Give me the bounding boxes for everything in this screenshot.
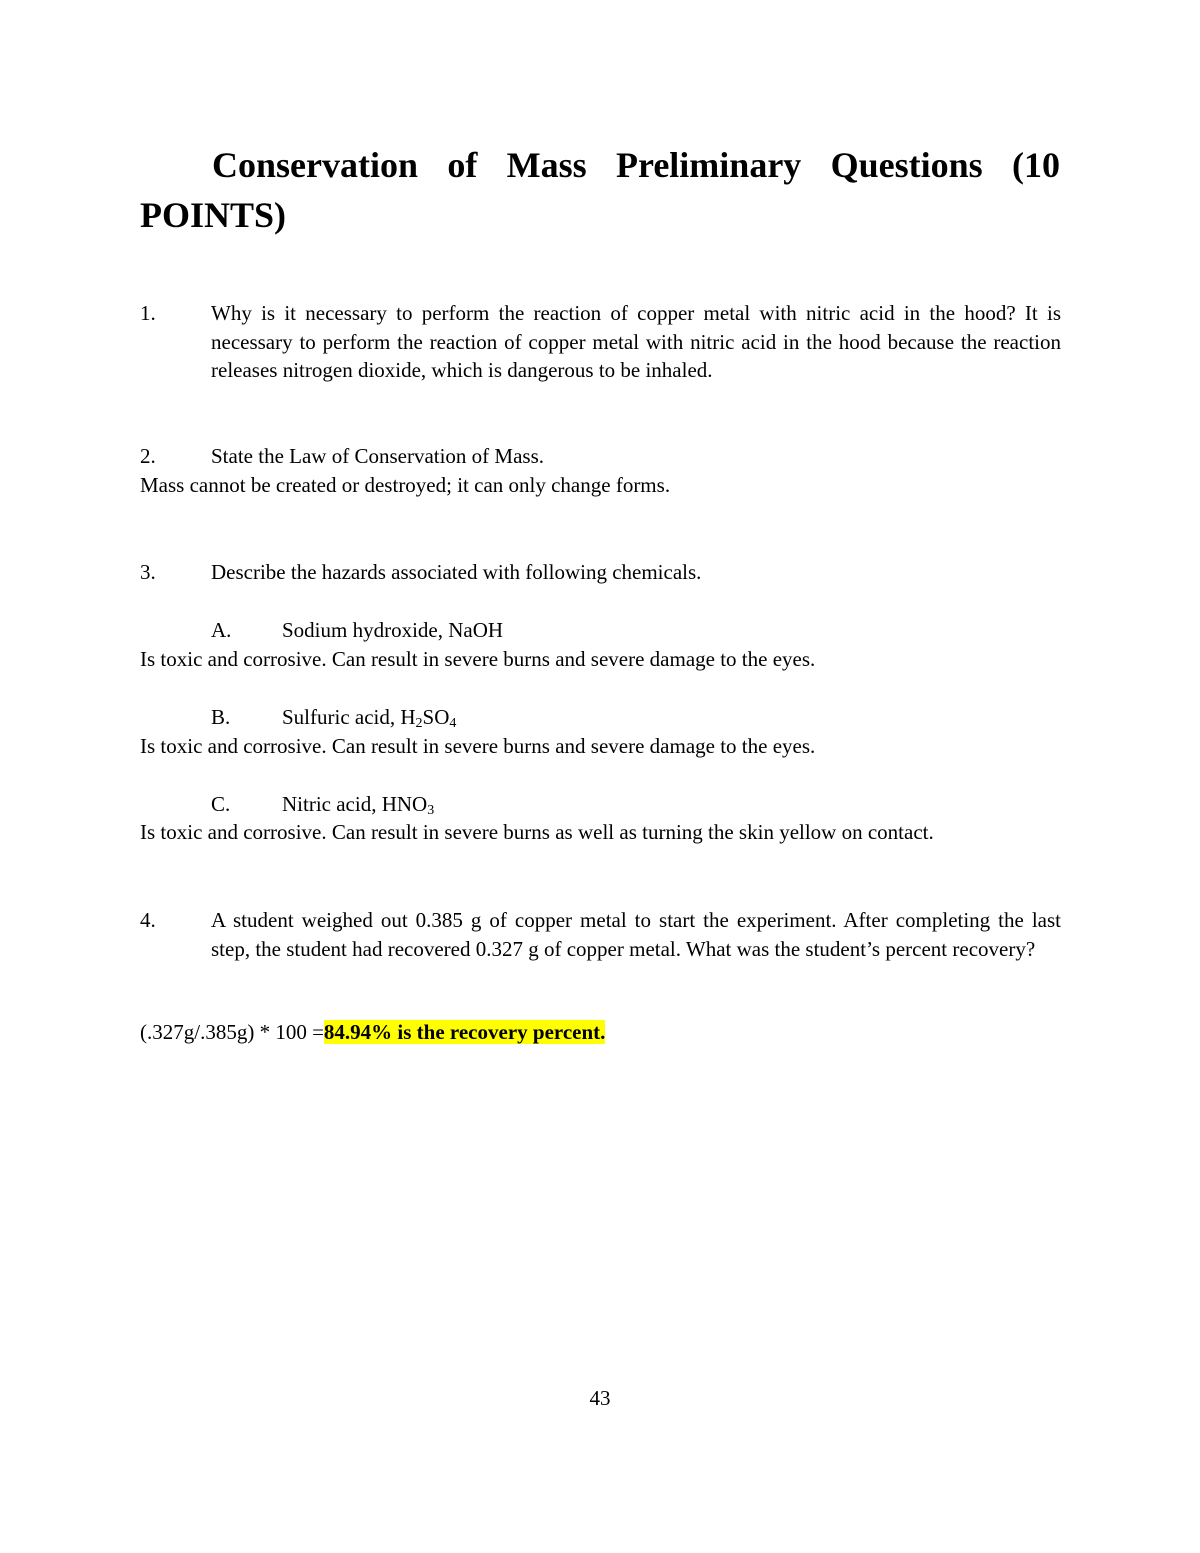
highlighted-result: 84.94% is the recovery percent.	[323, 1020, 606, 1044]
question-number: 1.	[140, 301, 156, 325]
formula-subscript: 3	[427, 803, 435, 818]
formula-part: SO	[422, 705, 450, 729]
chemical-name-text: Sulfuric acid, H	[282, 705, 416, 729]
formula-subscript: 2	[415, 716, 423, 731]
question-number: 4.	[140, 908, 156, 932]
answer-text: Mass cannot be created or destroyed; it can only change forms.	[140, 473, 671, 497]
chemical-name-text: Nitric acid, HNO	[282, 792, 428, 816]
answer-text: Is toxic and corrosive. Can result in severe burns and severe damage to the eyes.	[140, 647, 816, 671]
question-text: Describe the hazards associated with following chemicals.	[211, 560, 702, 584]
chemical-name: Sodium hydroxide, NaOH	[282, 618, 504, 642]
sub-item-label: B.	[211, 705, 231, 729]
answer-text: Is toxic and corrosive. Can result in severe burns as well as turning the skin yellow on contact.	[140, 820, 934, 844]
question-text: Why is it necessary to perform the reaction of copper metal with nitric acid in the hood? It is necessary to perform the reaction of copper metal with nitric acid in the hood because the reaction releases nitrogen dioxide, which is dangerous to be inhaled.	[211, 301, 1061, 382]
sub-item-label: A.	[211, 618, 232, 642]
chemical-name	[282, 703, 456, 732]
page-title	[140, 140, 1060, 240]
question-number: 2.	[140, 444, 156, 468]
page-title-text: Conservation of Mass Preliminary Questions (10 POINTS)	[140, 145, 1060, 235]
chemical-name	[282, 790, 434, 819]
answer-text: Is toxic and corrosive. Can result in severe burns and severe damage to the eyes.	[140, 734, 816, 758]
sub-item-label: C.	[211, 792, 231, 816]
question-number: 3.	[140, 560, 156, 584]
question-text: A student weighed out 0.385 g of copper metal to start the experiment. After completing the last step, the student had recovered 0.327 g of copper metal. What was the student’s percent recovery?	[211, 908, 1061, 961]
page-number: 43	[589, 1386, 611, 1410]
formula-subscript: 4	[449, 716, 457, 731]
calculation-line	[140, 1018, 605, 1047]
calculation-expression: (.327g/.385g) * 100 =	[140, 1020, 324, 1044]
question-text: State the Law of Conservation of Mass.	[211, 444, 545, 468]
